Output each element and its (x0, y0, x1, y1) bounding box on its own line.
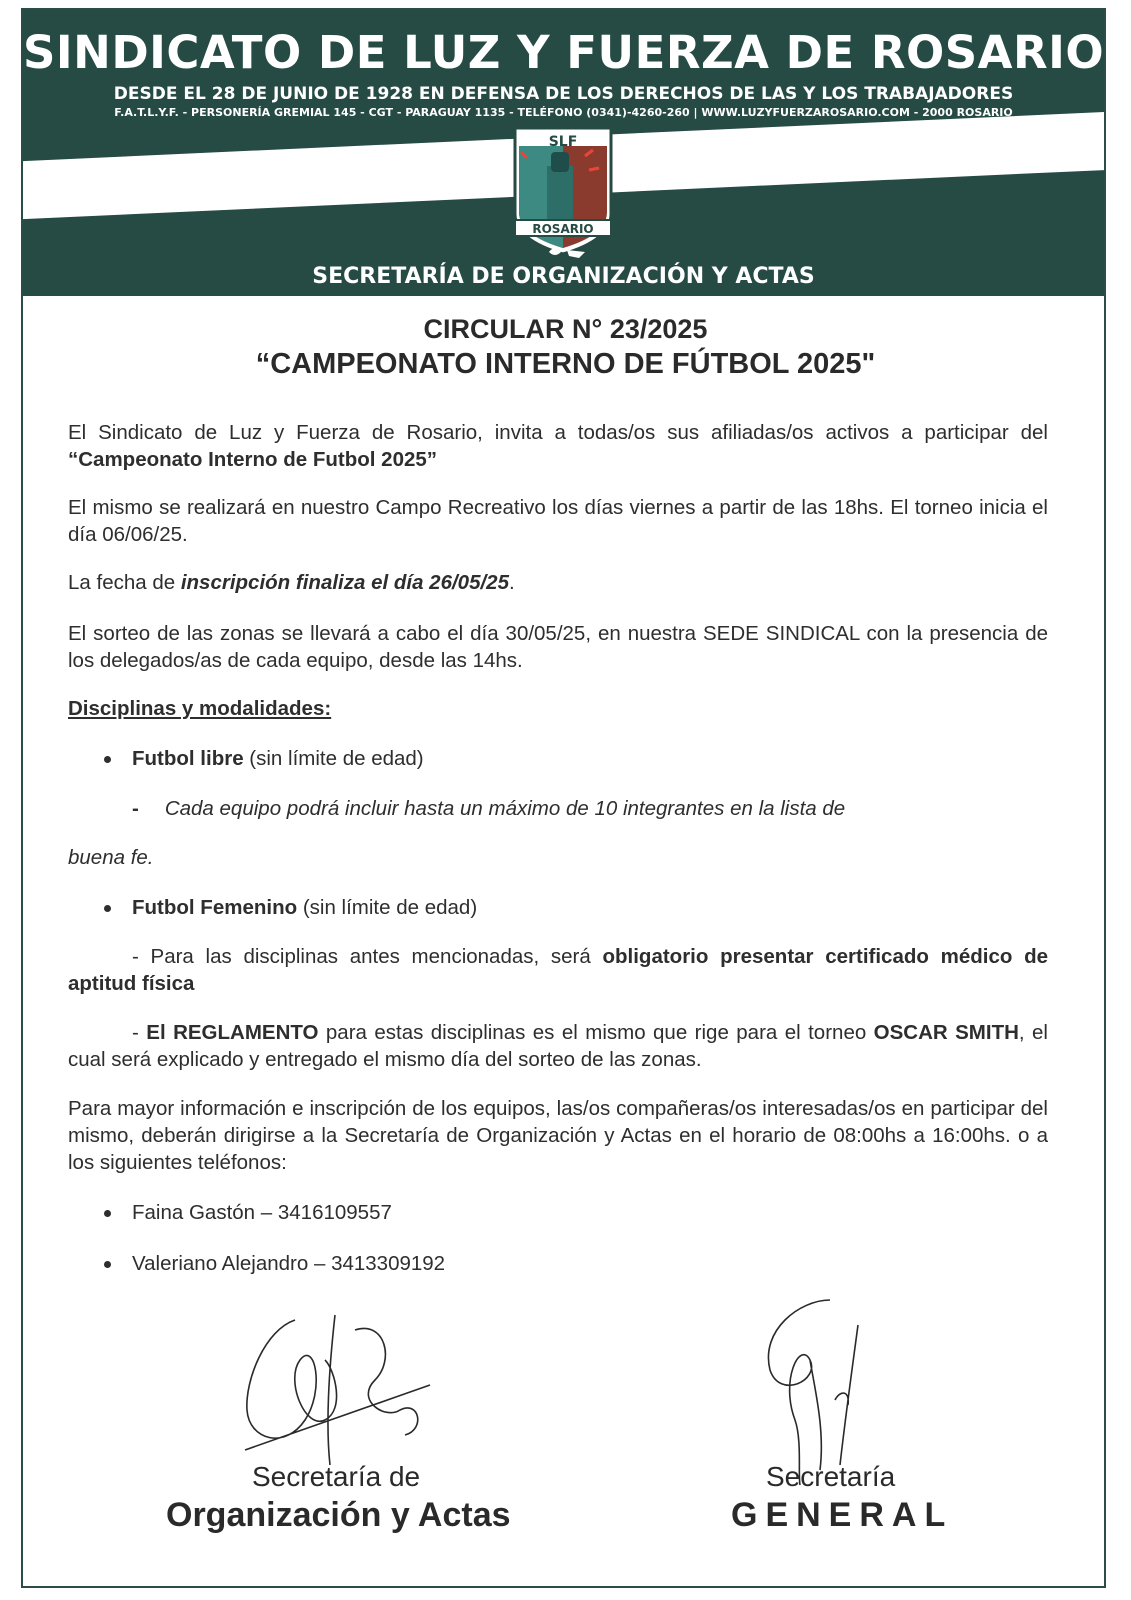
bullet-icon (104, 905, 111, 912)
text: La fecha de (68, 571, 181, 594)
contact-item-2: Valeriano Alejandro – 3413309192 (132, 1252, 446, 1275)
list-item-futbol-femenino (132, 894, 477, 921)
paragraph-invitation (68, 419, 1048, 473)
bullet-icon (104, 1261, 111, 1268)
text: (sin límite de edad) (243, 747, 424, 770)
text-bold: OSCAR SMITH (873, 1021, 1019, 1044)
text-bold: El REGLAMENTO (146, 1021, 319, 1044)
circular-title: “CAMPEONATO INTERNO DE FÚTBOL 2025" (255, 348, 876, 380)
paragraph-medical-certificate (68, 943, 1048, 997)
circular-number: CIRCULAR N° 23/2025 (423, 314, 708, 344)
union-logo-icon (507, 122, 619, 272)
signature-right-icon (740, 1290, 880, 1490)
text: para estas disciplinas es el mismo que rige para el torneo (318, 1021, 874, 1044)
text-bold: Futbol Femenino (132, 896, 298, 919)
signature-left-label: Secretaría de (252, 1461, 421, 1492)
signature-left-icon (225, 1300, 445, 1470)
sub-item-team-limit (132, 795, 845, 822)
text-underlined: Disciplinas y modalidades: (68, 697, 332, 720)
text-bold: Futbol libre (132, 747, 244, 770)
bullet-icon (104, 756, 111, 763)
bullet-icon (104, 1210, 111, 1217)
disciplines-heading (68, 695, 1048, 722)
text: (sin límite de edad) (297, 896, 478, 919)
text-bold: “Campeonato Interno de Futbol 2025” (68, 448, 438, 471)
union-tagline: DESDE EL 28 DE JUNIO DE 1928 EN DEFENSA DE LOS DERECHOS DE LAS Y LOS TRABAJADORES (113, 84, 1014, 104)
text: , el cual será explicado y entregado el mismo día del sorteo de las zonas. (68, 1021, 1048, 1071)
dash: - (132, 797, 139, 820)
text: - Para las disciplinas antes mencionadas, será (132, 945, 603, 968)
logo-text-rosario: ROSARIO (532, 222, 594, 236)
letterhead (23, 10, 1104, 296)
text: El Sindicato de Luz y Fuerza de Rosario, invita a todas/os sus afiliadas/os activos a participar del (68, 421, 1048, 444)
department-name: SECRETARÍA DE ORGANIZACIÓN Y ACTAS (312, 264, 815, 289)
paragraph-registration (68, 569, 1048, 596)
text-bold-italic: inscripción finaliza el día 26/05/25 (180, 571, 509, 594)
logo-text-slf: SLF (548, 134, 578, 150)
signature-left-title: Organización y Actas (166, 1496, 511, 1534)
signature-right-title: GENERAL (731, 1496, 954, 1534)
list-item-futbol-libre (132, 745, 424, 772)
paragraph-regulation (68, 1019, 1048, 1073)
paragraph-draw: El sorteo de las zonas se llevará a cabo el día 30/05/25, en nuestra SEDE SINDICAL con la presencia de los delegados/as de cada equipo, desde las 14hs. (68, 622, 1048, 672)
text: . (508, 571, 515, 594)
text-italic: Cada equipo podrá incluir hasta un máximo de 10 integrantes en la lista de (164, 797, 846, 820)
text-bold: obligatorio presentar certificado médico de aptitud física (68, 945, 1048, 995)
paragraph-location: El mismo se realizará en nuestro Campo Recreativo los días viernes a partir de las 18hs. El torneo inicia el día 06/06/25. (68, 496, 1048, 546)
paragraph-more-info: Para mayor información e inscripción de los equipos, las/os compañeras/os interesadas/os en participar del mismo, deberán dirigirse a la Secretaría de Organización y Actas en el horario de 08:00hs a 16:00hs. o a los siguientes teléfonos: (68, 1097, 1048, 1174)
sub-item-continuation: buena fe. (68, 846, 154, 869)
signature-right-label: Secretaría (766, 1461, 896, 1492)
union-name: SINDICATO DE LUZ Y FUERZA DE ROSARIO (23, 26, 1104, 79)
text: - (132, 1021, 147, 1044)
contact-item-1: Faina Gastón – 3416109557 (132, 1201, 392, 1224)
union-contact-info: F.A.T.L.Y.F. - PERSONERÍA GREMIAL 145 - CGT - PARAGUAY 1135 - TELÉFONO (0341)-4260-260 | WWW.LUZYFUERZAROSARIO.COM - 2000 ROSARIO (114, 106, 1013, 119)
